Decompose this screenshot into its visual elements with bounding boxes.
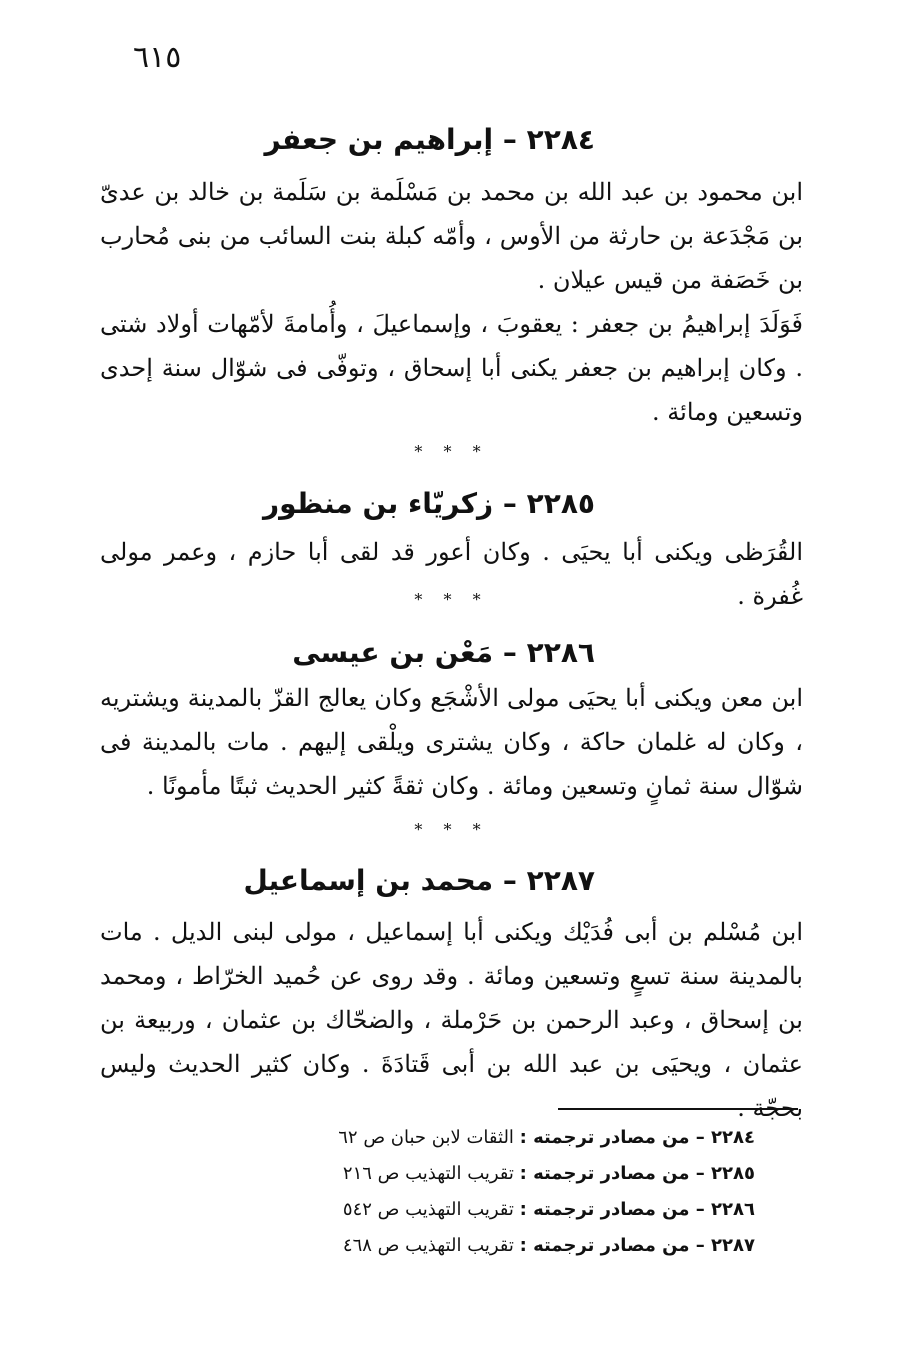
entry-paragraph: ابن محمود بن عبد الله بن محمد بن مَسْلَمة بن سَلَمة بن خالد بن عدىّ بن مَجْدَعة بن حارثة من الأوس ، وأمّه كبلة بنت السائب من بنى مُحارب بن خَصَفة من قيس عيلان . (100, 178, 803, 294)
separator: * * * (414, 590, 489, 609)
entry-body-2287 (100, 910, 803, 1130)
footnote-label: ٢٢٨٤ – من مصادر ترجمته : (519, 1127, 755, 1148)
entry-title-2285: ٢٢٨٥ – زكريّاء بن منظور (263, 487, 595, 520)
entry-paragraph: ابن معن ويكنى أبا يحيَى مولى الأشْجَع وكان يعالج القزّ بالمدينة ويشتريه ، وكان له غلمان حاكة ، وكان يشترى ويلْقى إليهم . مات بالمدينة فى شوّال سنة ثمانٍ وتسعين ومائة . وكان ثقةً كثير الحديث ثبتًا مأمونًا . (100, 684, 803, 800)
entry-paragraph: فَوَلَدَ إبراهيمُ بن جعفر : يعقوبَ ، وإسماعيلَ ، وأُمامةَ لأمّهات أولاد شتى . وكان إبراهيم بن جعفر يكنى أبا إسحاق ، وتوفّى فى شوّال سنة إحدى وتسعين ومائة . (100, 310, 803, 426)
footnote-text: تقريب التهذيب ص ٥٤٢ (342, 1199, 514, 1220)
footnotes (338, 1120, 755, 1264)
entry-body-2284 (100, 170, 803, 434)
separator: * * * (414, 442, 489, 461)
entry-title-2284: ٢٢٨٤ – إبراهيم بن جعفر (264, 123, 595, 156)
entry-paragraph: القُرَظى ويكنى أبا يحيَى . وكان أعور قد لقى أبا حازم ، وعمر مولى غُفرة . (100, 538, 803, 610)
separator: * * * (414, 820, 489, 839)
footnote-text: تقريب التهذيب ص ٢١٦ (342, 1163, 514, 1184)
footnote (338, 1228, 755, 1264)
entry-body-2286 (100, 676, 803, 808)
page-number: ٦١٥ (133, 40, 182, 75)
entry-title-2287: ٢٢٨٧ – محمد بن إسماعيل (243, 864, 595, 897)
footnote-text: الثقات لابن حبان ص ٦٢ (338, 1127, 514, 1148)
footnote-text: تقريب التهذيب ص ٤٦٨ (342, 1235, 514, 1256)
footnote (338, 1156, 755, 1192)
entry-paragraph: ابن مُسْلم بن أبى فُدَيْك ويكنى أبا إسماعيل ، مولى لبنى الديل . مات بالمدينة سنة تسعٍ وتسعين ومائة . وقد روى عن حُميد الخرّاط ، ومحمد بن إسحاق ، وعبد الرحمن بن حَرْملة ، والضحّاك بن عثمان ، وربيعة بن عثمان ، ويحيَى بن عبد الله بن أبى قَتادَةَ . وكان كثير الحديث وليس بحجّة . (100, 918, 804, 1122)
footnote-label: ٢٢٨٦ – من مصادر ترجمته : (519, 1199, 755, 1220)
footnote (338, 1120, 755, 1156)
footnote-divider (558, 1108, 798, 1110)
footnote-label: ٢٢٨٥ – من مصادر ترجمته : (519, 1163, 755, 1184)
footnote (338, 1192, 755, 1228)
entry-title-2286: ٢٢٨٦ – مَعْن بن عيسى (292, 636, 595, 669)
footnote-label: ٢٢٨٧ – من مصادر ترجمته : (519, 1235, 755, 1256)
